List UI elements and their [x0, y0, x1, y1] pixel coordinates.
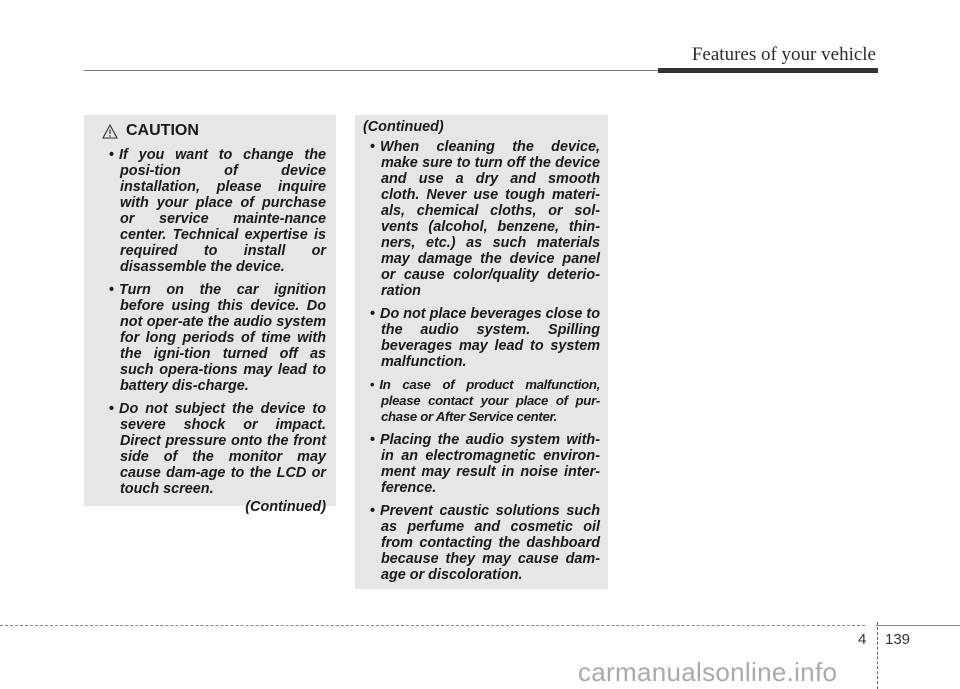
chapter-number: 4	[858, 631, 867, 648]
list-item: • Placing the audio system with-in an electromagnetic environ-ment may result in noise inter-ference.	[363, 432, 600, 496]
footer-rule-right	[876, 625, 960, 626]
caution-list	[363, 139, 600, 583]
list-item: • Do not place beverages close to the audio system. Spilling beverages may lead to system malfunction.	[363, 306, 600, 370]
list-item: • If you want to change the posi-tion of device installation, please inquire with your place of purchase or service mainte-nance center. Technical expertise is required to install or disassemble the device.	[102, 147, 326, 275]
footer-rule	[0, 625, 865, 626]
continued-label: (Continued)	[245, 499, 326, 515]
header-rule-accent	[658, 68, 878, 73]
page-number-divider	[877, 622, 878, 689]
warning-triangle-icon	[102, 124, 118, 139]
section-title: Features of your vehicle	[691, 44, 876, 65]
list-item: • In case of product malfunction, please contact your place of pur-chase or After Service center.	[363, 377, 600, 425]
caution-heading	[102, 121, 326, 141]
list-item: • When cleaning the device, make sure to turn off the device and use a dry and smooth cloth. Never use tough materi-als, chemical cloths, or sol-vents (alcohol, benzene, thin-ners, etc.) as such materials may damage the device panel or cause color/quality deterio-ration	[363, 139, 600, 299]
page-number: 139	[885, 631, 911, 648]
caution-continued-box	[355, 115, 608, 589]
caution-list	[102, 147, 326, 497]
caution-label: CAUTION	[126, 122, 199, 139]
list-item: • Turn on the car ignition before using this device. Do not oper-ate the audio system for long periods of time with the igni-tion turned off as such opera-tions may lead to battery dis-charge.	[102, 282, 326, 394]
list-item: • Prevent caustic solutions such as perfume and cosmetic oil from contacting the dashboard because they may cause dam-age or discoloration.	[363, 503, 600, 583]
continued-label: (Continued)	[363, 119, 444, 135]
caution-box	[84, 115, 336, 515]
watermark: carmanualsonline.info	[578, 657, 838, 687]
list-item: • Do not subject the device to severe shock or impact. Direct pressure onto the front side of the monitor may cause dam-age to the LCD or touch screen.	[102, 401, 326, 497]
